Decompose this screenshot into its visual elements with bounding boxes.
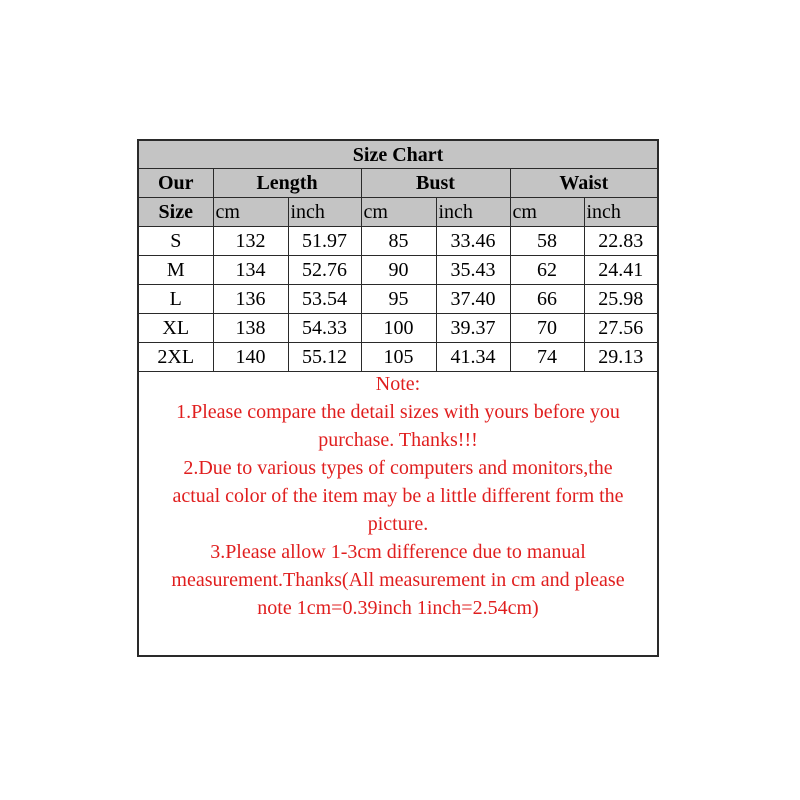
unit-row — [139, 198, 657, 227]
waist-inch-cell: 29.13 — [584, 343, 657, 372]
note-line: measurement.Thanks(All measurement in cm and please — [171, 569, 625, 591]
unit-length-cm: cm — [213, 198, 288, 227]
waist-inch-cell: 25.98 — [584, 285, 657, 314]
note-line: note 1cm=0.39inch 1inch=2.54cm) — [257, 597, 539, 619]
length-cm-cell: 136 — [213, 285, 288, 314]
waist-cm-cell: 62 — [510, 256, 584, 285]
table-row — [139, 314, 657, 343]
header-our: Our — [139, 169, 213, 198]
bust-cm-cell: 85 — [361, 227, 436, 256]
table-row — [139, 256, 657, 285]
title-row — [139, 141, 657, 169]
waist-inch-cell: 22.83 — [584, 227, 657, 256]
bust-inch-cell: 33.46 — [436, 227, 510, 256]
bust-inch-cell: 39.37 — [436, 314, 510, 343]
length-inch-cell: 51.97 — [288, 227, 361, 256]
unit-bust-cm: cm — [361, 198, 436, 227]
unit-waist-cm: cm — [510, 198, 584, 227]
size-cell: 2XL — [139, 343, 213, 372]
header-length: Length — [213, 169, 361, 198]
length-inch-cell: 53.54 — [288, 285, 361, 314]
table-row — [139, 343, 657, 372]
header-row — [139, 169, 657, 198]
waist-cm-cell: 58 — [510, 227, 584, 256]
size-cell: M — [139, 256, 213, 285]
note-line: purchase. Thanks!!! — [318, 429, 478, 451]
table-row — [139, 285, 657, 314]
bust-inch-cell: 41.34 — [436, 343, 510, 372]
note-line: 1.Please compare the detail sizes with yours before you — [176, 401, 620, 423]
length-inch-cell: 55.12 — [288, 343, 361, 372]
waist-cm-cell: 74 — [510, 343, 584, 372]
length-inch-cell: 52.76 — [288, 256, 361, 285]
note-line: actual color of the item may be a little different form the — [172, 485, 624, 507]
waist-cm-cell: 66 — [510, 285, 584, 314]
length-cm-cell: 132 — [213, 227, 288, 256]
bust-cm-cell: 100 — [361, 314, 436, 343]
note-line: picture. — [367, 513, 429, 535]
bust-cm-cell: 95 — [361, 285, 436, 314]
size-cell: XL — [139, 314, 213, 343]
length-cm-cell: 134 — [213, 256, 288, 285]
length-cm-cell: 140 — [213, 343, 288, 372]
header-waist: Waist — [510, 169, 657, 198]
size-cell: L — [139, 285, 213, 314]
bust-inch-cell: 37.40 — [436, 285, 510, 314]
table-title: Size Chart — [139, 141, 657, 169]
waist-inch-cell: 27.56 — [584, 314, 657, 343]
note-line: 3.Please allow 1-3cm difference due to manual — [210, 541, 586, 563]
unit-length-inch: inch — [288, 198, 361, 227]
bust-cm-cell: 105 — [361, 343, 436, 372]
note-title: Note: — [375, 373, 421, 395]
note-line: 2.Due to various types of computers and monitors,the — [183, 457, 613, 479]
bust-inch-cell: 35.43 — [436, 256, 510, 285]
note-section — [139, 370, 657, 622]
unit-bust-inch: inch — [436, 198, 510, 227]
waist-inch-cell: 24.41 — [584, 256, 657, 285]
size-cell: S — [139, 227, 213, 256]
length-inch-cell: 54.33 — [288, 314, 361, 343]
size-chart-table — [139, 141, 657, 372]
unit-waist-inch: inch — [584, 198, 657, 227]
table-row — [139, 227, 657, 256]
length-cm-cell: 138 — [213, 314, 288, 343]
header-size: Size — [139, 198, 213, 227]
bust-cm-cell: 90 — [361, 256, 436, 285]
waist-cm-cell: 70 — [510, 314, 584, 343]
size-chart-frame — [137, 139, 659, 657]
header-bust: Bust — [361, 169, 510, 198]
